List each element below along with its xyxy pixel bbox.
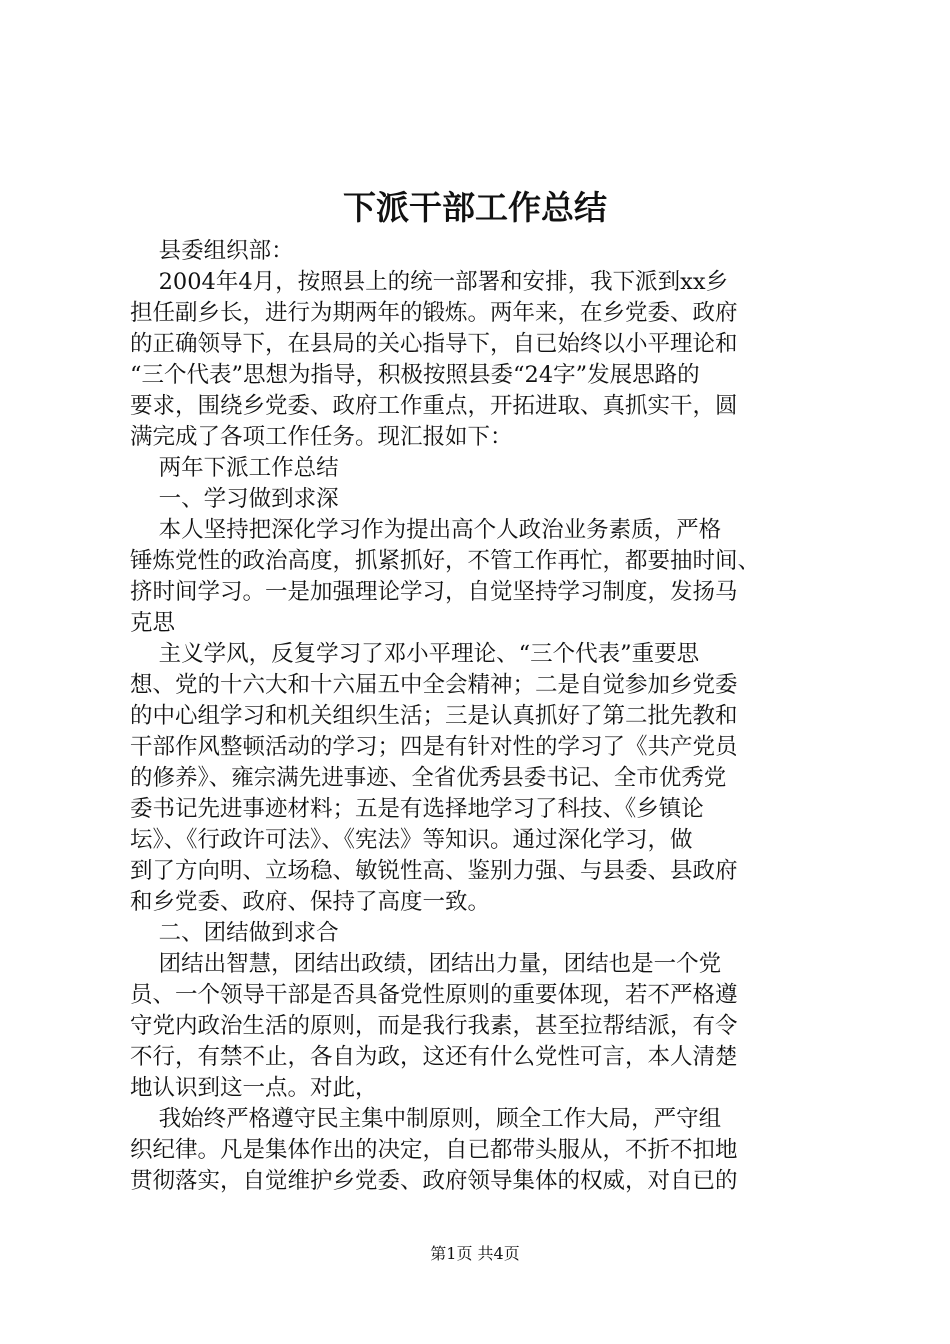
- text-line: 县委组织部：: [130, 238, 294, 264]
- text-line: 要求，围绕乡党委、政府工作重点，开拓进取、真抓实干，圆: [130, 393, 738, 419]
- text-line: 一、学习做到求深: [130, 486, 339, 512]
- text-line: 克思: [130, 610, 176, 636]
- text-line: 2004年4月，按照县上的统一部署和安排，我下派到xx乡: [130, 269, 729, 295]
- document-title: 下派干部工作总结: [343, 188, 607, 227]
- text-line: 我始终严格遵守民主集中制原则，顾全工作大局，严守组: [130, 1106, 722, 1132]
- text-line: 地认识到这一点。对此，: [130, 1075, 378, 1101]
- text-line: 守党内政治生活的原则，而是我行我素，甚至拉帮结派，有令: [130, 1013, 738, 1039]
- text-line: 坛》、《行政许可法》、《宪法》等知识。通过深化学习，做: [130, 827, 693, 853]
- text-line: 和乡党委、政府、保持了高度一致。: [130, 889, 491, 915]
- text-line: “三个代表”思想为指导，积极按照县委“24字”发展思路的: [130, 362, 700, 388]
- document-body: [130, 236, 835, 1197]
- text-line: 锤炼党性的政治高度，抓紧抓好，不管工作再忙，都要抽时间、: [130, 548, 761, 574]
- text-line: 团结出智慧，团结出政绩，团结出力量，团结也是一个党: [130, 951, 722, 977]
- page-footer: 第1页 共4页: [430, 1244, 520, 1263]
- text-line: 满完成了各项工作任务。现汇报如下：: [130, 424, 513, 450]
- text-line: 的中心组学习和机关组织生活；三是认真抓好了第二批先教和: [130, 703, 738, 729]
- text-line: 干部作风整顿活动的学习；四是有针对性的学习了《共产党员: [130, 734, 738, 760]
- text-line: 主义学风，反复学习了邓小平理论、“三个代表”重要思: [130, 641, 700, 667]
- text-line: 本人坚持把深化学习作为提出高个人政治业务素质，严格: [130, 517, 722, 543]
- text-line: 想、党的十六大和十六届五中全会精神；二是自觉参加乡党委: [130, 672, 738, 698]
- text-line: 担任副乡长，进行为期两年的锻炼。两年来，在乡党委、政府: [130, 300, 738, 326]
- text-line: 委书记先进事迹材料；五是有选择地学习了科技、《乡镇论: [130, 796, 704, 822]
- text-line: 到了方向明、立场稳、敏锐性高、鉴别力强、与县委、县政府: [130, 858, 738, 884]
- text-line: 的正确领导下，在县局的关心指导下，自已始终以小平理论和: [130, 331, 738, 357]
- text-line: 两年下派工作总结: [130, 455, 339, 481]
- text-line: 二、团结做到求合: [130, 920, 339, 946]
- text-line: 的修养》、雍宗满先进事迹、全省优秀县委书记、全市优秀党: [130, 765, 727, 791]
- text-line: 挤时间学习。一是加强理论学习，自觉坚持学习制度，发扬马: [130, 579, 738, 605]
- text-line: 贯彻落实，自觉维护乡党委、政府领导集体的权威，对自已的: [130, 1168, 738, 1194]
- text-line: 不行，有禁不止，各自为政，这还有什么党性可言，本人清楚: [130, 1044, 738, 1070]
- text-line: 织纪律。凡是集体作出的决定，自已都带头服从，不折不扣地: [130, 1137, 738, 1163]
- text-line: 员、一个领导干部是否具备党性原则的重要体现，若不严格遵: [130, 982, 738, 1008]
